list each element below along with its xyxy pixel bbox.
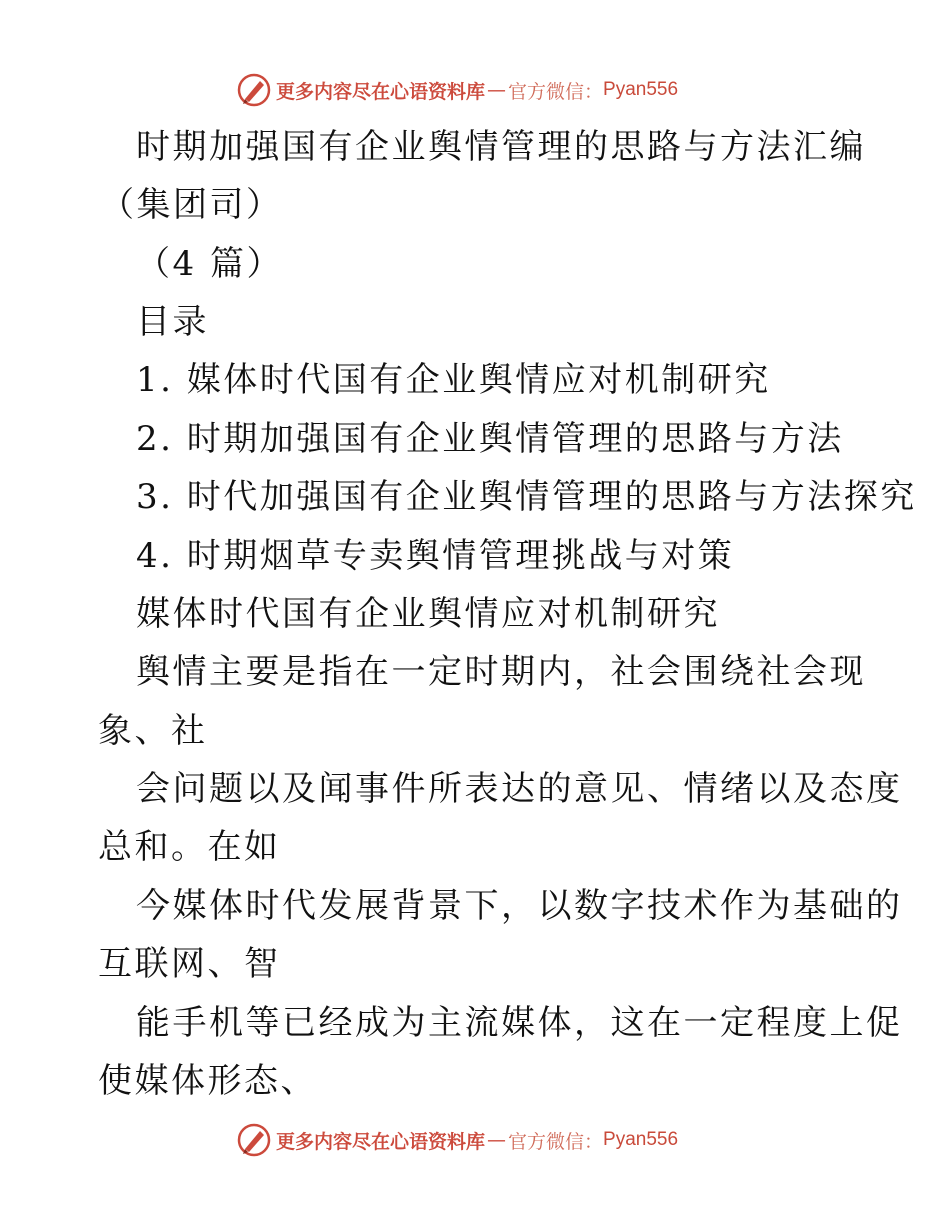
body-line: 能手机等已经成为主流媒体，这在一定程度上促: [136, 1003, 903, 1043]
body-line: 互联网、智: [98, 944, 281, 984]
banner-dash: —: [487, 79, 507, 101]
toc-item: 3. 时代加强国有企业舆情管理的思路与方法探究: [136, 477, 917, 517]
body-line: 象、社: [98, 711, 208, 751]
section-title: 媒体时代国有企业舆情应对机制研究: [136, 594, 720, 634]
banner-wechat-label: 官方微信：: [508, 80, 604, 103]
header-banner: [0, 70, 950, 110]
banner-site-name: 更多内容尽在心语资料库: [276, 1130, 486, 1153]
toc-item: 4. 时期烟草专卖舆情管理挑战与对策: [136, 536, 735, 576]
document-count: （4 篇）: [136, 244, 283, 284]
banner-site-name: 更多内容尽在心语资料库: [276, 80, 486, 103]
body-line: 总和。在如: [98, 827, 281, 867]
toc-item: 1. 媒体时代国有企业舆情应对机制研究: [136, 360, 771, 400]
toc-heading: 目录: [136, 302, 209, 342]
body-line: 会问题以及闻事件所表达的意见、情绪以及态度: [136, 769, 903, 809]
body-line: 舆情主要是指在一定时期内，社会围绕社会现: [136, 652, 866, 692]
toc-item: 2. 时期加强国有企业舆情管理的思路与方法: [136, 419, 844, 459]
pen-logo-icon: [236, 1122, 272, 1158]
banner-wechat-id: Pyan556: [603, 79, 679, 100]
body-line: 今媒体时代发展背景下，以数字技术作为基础的: [136, 886, 903, 926]
banner-wechat-id: Pyan556: [603, 1129, 679, 1150]
document-title-line-2: （集团司）: [100, 185, 283, 225]
banner-dash: —: [487, 1129, 507, 1151]
banner-wechat-label: 官方微信：: [508, 1130, 604, 1153]
footer-banner: [0, 1120, 950, 1160]
pen-logo-icon: [236, 72, 272, 108]
document-title-line-1: 时期加强国有企业舆情管理的思路与方法汇编: [136, 127, 866, 167]
body-line: 使媒体形态、: [98, 1061, 317, 1101]
